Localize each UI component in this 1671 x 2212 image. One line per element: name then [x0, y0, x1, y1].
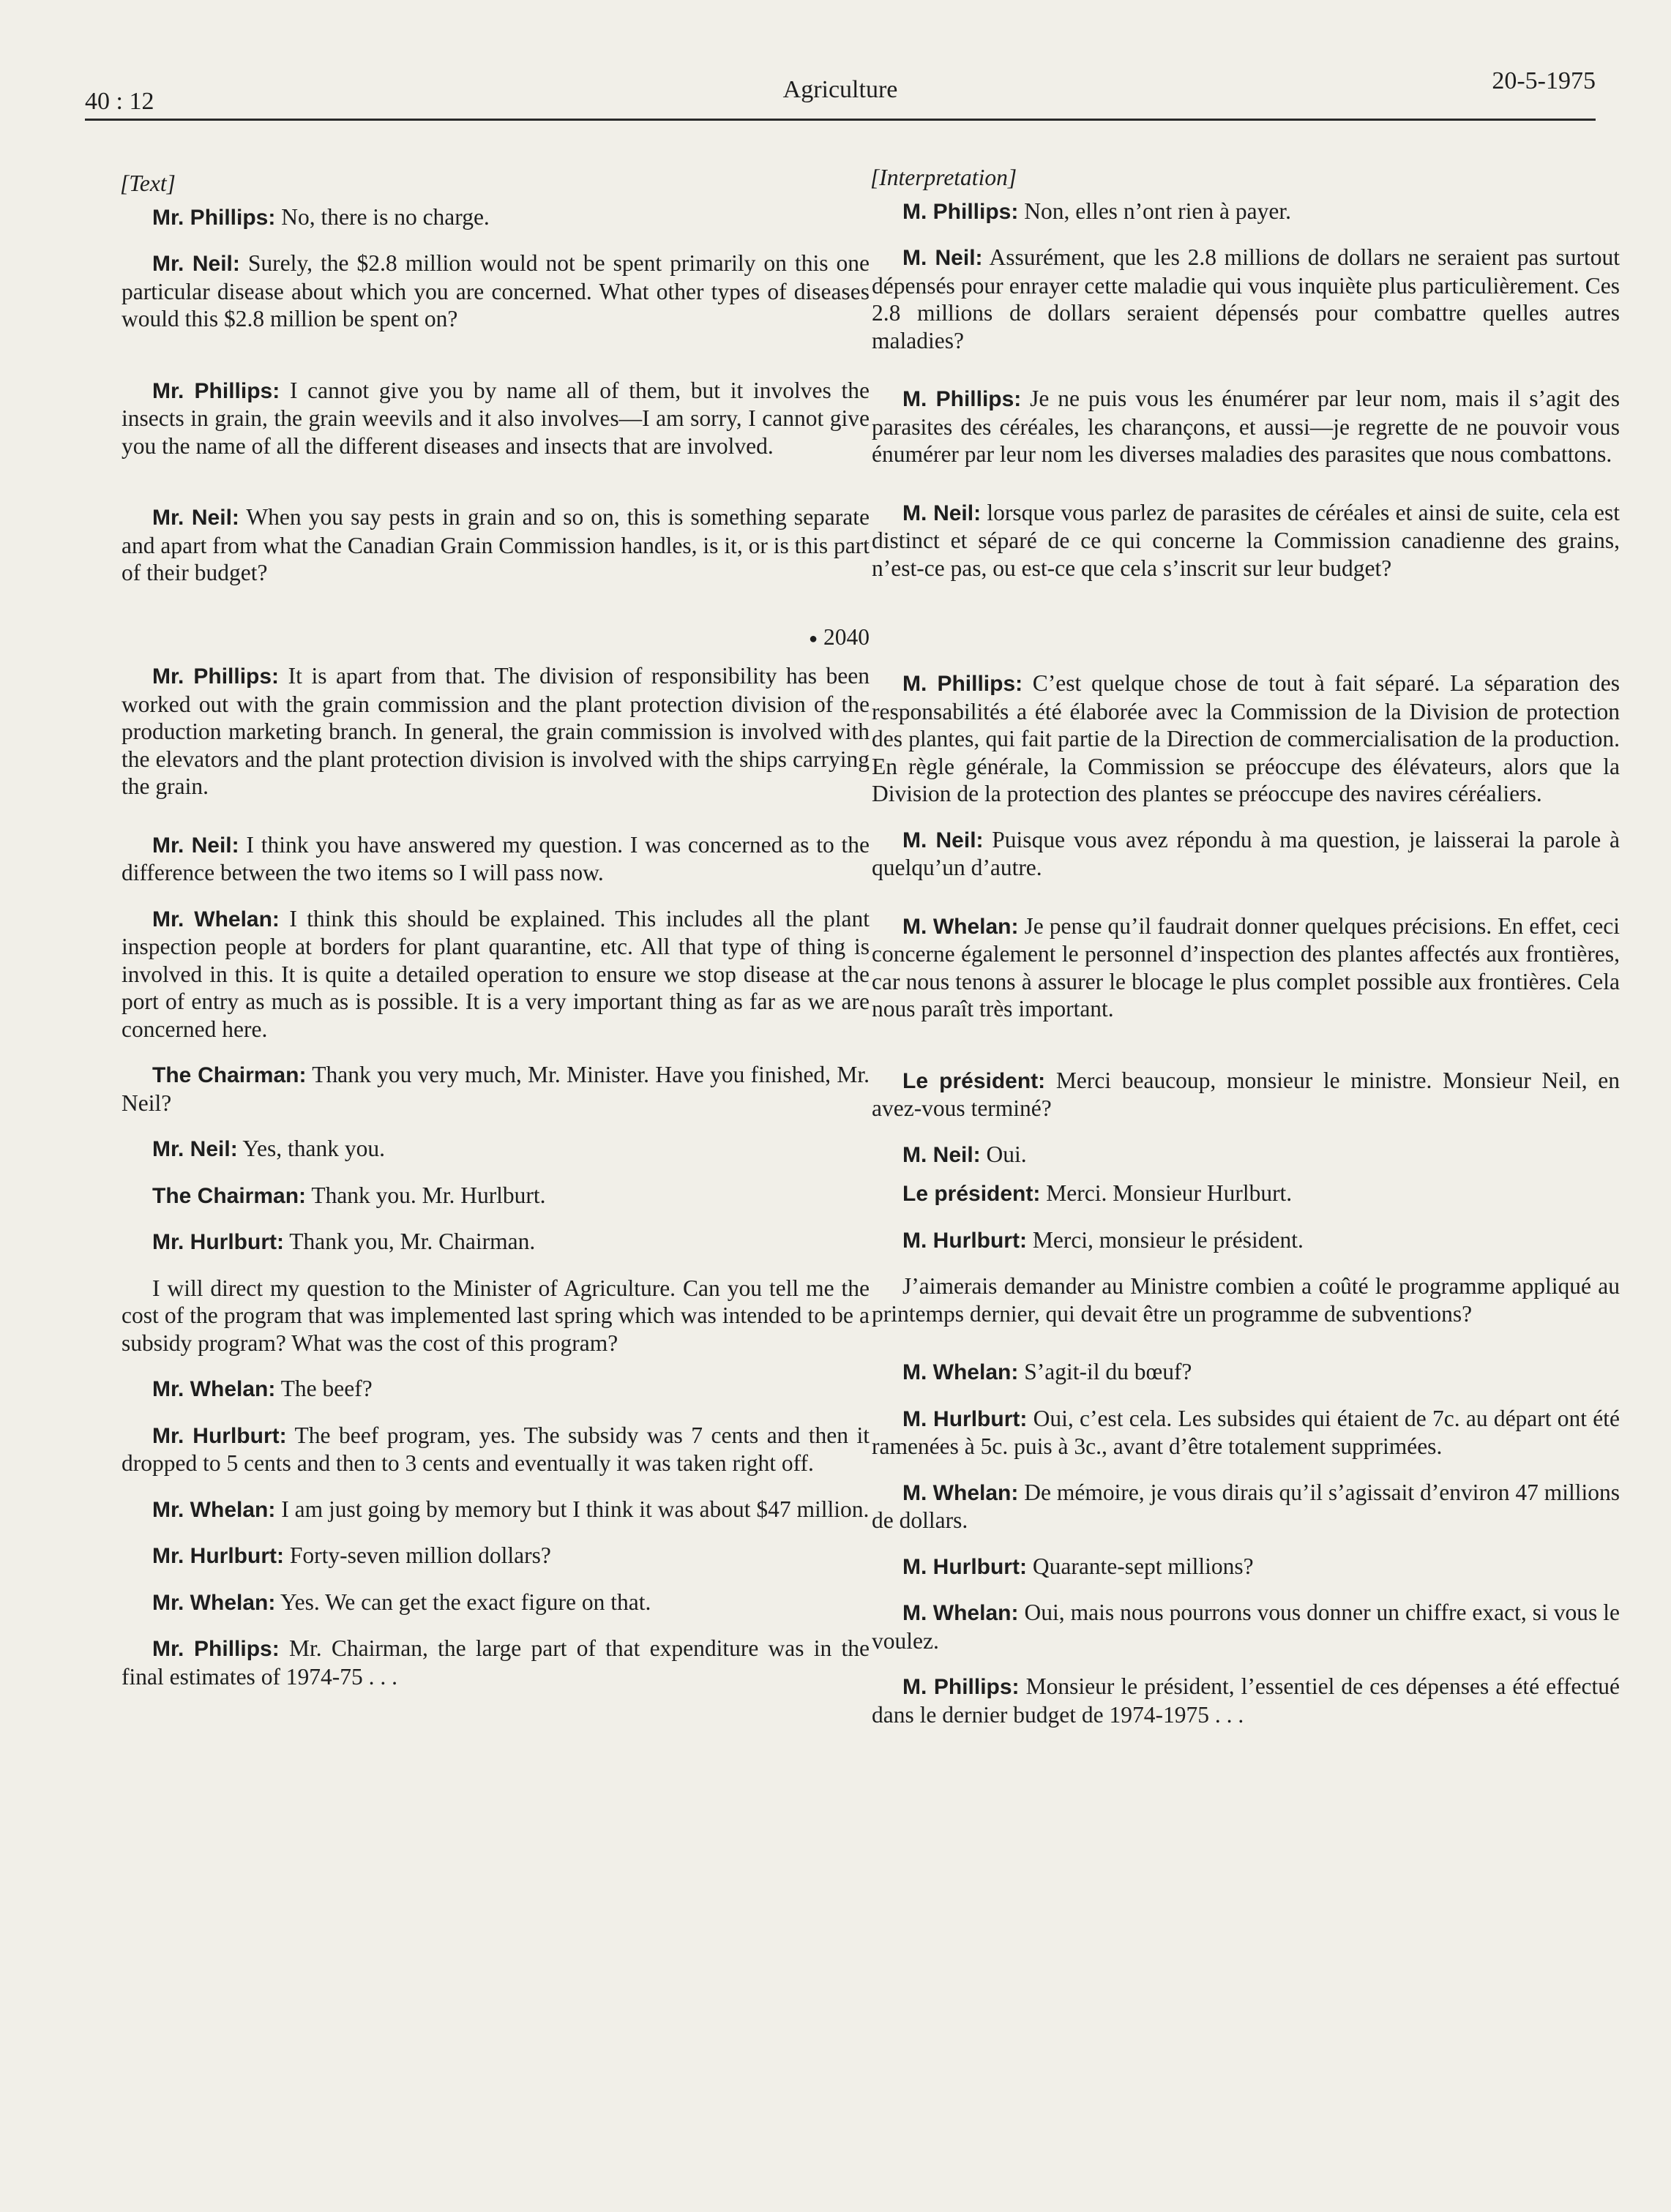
speaker: Mr. Neil:: [152, 1137, 238, 1162]
paragraph: [122, 1061, 870, 1117]
speaker: M. Phillips:: [902, 387, 1022, 411]
speech: Je ne puis vous les énumérer par leur nom, mais il s’agit des parasites des céréales, les charançons, et aussi—je regrette de ne pouvoir vous énumérer par leur nom les diverses maladies des parasites que nous combattons.: [872, 386, 1620, 467]
speech: C’est quelque chose de tout à fait séparé. La séparation des responsabilités a été élaborée avec la Commission de la Division de protection des plantes, qui fait partie de la Direction de commercialisation de la production. En règle générale, la Commission se préoccupe des élévateurs, alors que la Division de la protection des plantes se préoccupe des navires céréaliers.: [872, 670, 1620, 806]
speech: The beef program, yes. The subsidy was 7 cents and then it dropped to 5 cents and then to 3 cents and eventually it was taken right off.: [122, 1422, 870, 1477]
paragraph: [122, 1542, 870, 1570]
page-number: 40 : 12: [85, 88, 154, 115]
speech: Yes. We can get the exact figure on that.: [275, 1589, 651, 1615]
speech: I am just going by memory but I think it was about $47 million.: [275, 1496, 870, 1522]
speaker: M. Neil:: [902, 1142, 981, 1167]
speech: Thank you very much, Mr. Minister. Have you finished, Mr. Neil?: [122, 1062, 870, 1116]
speech: No, there is no charge.: [275, 203, 490, 230]
speaker: M. Neil:: [902, 828, 984, 852]
bullet-icon: ●: [809, 630, 818, 647]
paragraph: [872, 826, 1620, 882]
speaker: M. Hurlburt:: [902, 1228, 1027, 1253]
speaker: Mr. Hurlburt:: [152, 1423, 287, 1448]
paragraph: [122, 203, 870, 232]
speaker: M. Phillips:: [902, 1675, 1020, 1699]
speech: Quarante-sept millions?: [1026, 1553, 1254, 1579]
speaker: M. Neil:: [902, 500, 982, 525]
speaker: The Chairman:: [152, 1063, 307, 1088]
paragraph: [872, 198, 1620, 226]
paragraph: [872, 1673, 1620, 1728]
speech: Yes, thank you.: [237, 1136, 385, 1162]
speaker: Mr. Hurlburt:: [152, 1230, 284, 1255]
speech: When you say pests in grain and so on, this is something separate and apart from what the Canadian Grain Commission handles, is it, or is this part of their budget?: [122, 504, 870, 585]
speaker: Mr. Hurlburt:: [152, 1544, 284, 1569]
speaker: Mr. Neil:: [152, 833, 239, 858]
speaker: M. Whelan:: [902, 914, 1019, 939]
paragraph: [122, 1496, 870, 1524]
speech: I cannot give you by name all of them, but it involves the insects in grain, the grain weevils and it also involves—I am sorry, I cannot give you the name of all the different diseases and insects that are involved.: [122, 377, 870, 459]
paragraph: [122, 831, 870, 887]
paragraph: [872, 499, 1620, 582]
paragraph: [872, 1479, 1620, 1534]
speech: Puisque vous avez répondu à ma question, je laisserai la parole à quelqu’un d’autre.: [872, 826, 1620, 880]
speaker: The Chairman:: [152, 1183, 307, 1208]
speaker: M. Whelan:: [902, 1480, 1019, 1505]
paragraph: [872, 1405, 1620, 1461]
page-header: [85, 67, 1596, 121]
speaker: M. Hurlburt:: [902, 1406, 1028, 1431]
paragraph: [872, 1226, 1620, 1255]
speaker: Mr. Phillips:: [152, 205, 276, 230]
paragraph: [122, 1375, 870, 1403]
speaker: M. Phillips:: [902, 199, 1019, 224]
paragraph: [872, 670, 1620, 808]
speech: De mémoire, je vous dirais qu’il s’agissait d’environ 47 millions de dollars.: [872, 1479, 1620, 1533]
speech: Oui, c’est cela. Les subsides qui étaient de 7c. au départ ont été ramenées à 5c. puis à 3c., avant d’être totalement supprimées.: [872, 1405, 1620, 1459]
speech: Oui.: [980, 1141, 1027, 1167]
paragraph: [122, 1182, 870, 1210]
speaker: Mr. Neil:: [152, 252, 240, 276]
speaker: Le président:: [902, 1182, 1041, 1206]
time-marker-value: 2040: [823, 623, 870, 650]
speech: Oui, mais nous pourrons vous donner un chiffre exact, si vous le voulez.: [872, 1600, 1620, 1654]
speech: Monsieur le président, l’essentiel de ces dépenses a été effectué dans le dernier budget de 1974-1975 . . .: [872, 1673, 1620, 1728]
speaker: M. Whelan:: [902, 1360, 1019, 1384]
speech: I think this should be explained. This includes all the plant inspection people at borders for plant quarantine, etc. All that type of thing is involved in this. It is quite a detailed operation to ensure we stop disease at the port of entry as much as is possible. It is a very important thing as far as we are concerned here.: [122, 905, 870, 1042]
speaker: Mr. Whelan:: [152, 1377, 276, 1402]
speech: I think you have answered my question. I was concerned as to the difference between the two items so I will pass now.: [122, 831, 870, 886]
speaker: M. Hurlburt:: [902, 1554, 1027, 1579]
page-date: 20-5-1975: [1492, 67, 1596, 94]
paragraph: [122, 1275, 870, 1357]
speech: I will direct my question to the Minister of Agriculture. Can you tell me the cost of the program that was implemented last spring which was intended to be a subsidy program? What was the cost of this program?: [122, 1275, 870, 1356]
paragraph: [122, 1422, 870, 1477]
paragraph: [872, 1599, 1620, 1654]
paragraph: [122, 1589, 870, 1617]
speaker: M. Whelan:: [902, 1601, 1019, 1625]
column-tag-text: [Text]: [120, 170, 176, 196]
speech: Thank you. Mr. Hurlburt.: [306, 1182, 546, 1208]
paragraph: [872, 1180, 1620, 1208]
paragraph: [122, 1635, 870, 1690]
paragraph: [872, 1553, 1620, 1581]
paragraph: [872, 244, 1620, 354]
paragraph: [872, 1272, 1620, 1327]
speaker: Le président:: [902, 1068, 1046, 1093]
paragraph: [122, 905, 870, 1043]
speech: Assurément, que les 2.8 millions de dollars ne seraient pas surtout dépensés pour enrayer cette maladie qui vous inquiète plus particulièrement. Ces 2.8 millions de dollars seraient dépensés pour combattre quelles autres maladies?: [872, 244, 1620, 353]
paragraph: [122, 377, 870, 460]
paragraph: [872, 1067, 1620, 1122]
page-title: Agriculture: [782, 76, 898, 103]
speaker: M. Phillips:: [902, 672, 1023, 696]
paragraph: [122, 250, 870, 333]
speech: Surely, the $2.8 million would not be spent primarily on this one particular disease about which you are concerned. What other types of diseases would this $2.8 million be spent on?: [122, 250, 870, 331]
speaker: Mr. Whelan:: [152, 907, 280, 931]
speech: Merci. Monsieur Hurlburt.: [1040, 1180, 1293, 1206]
speech: The beef?: [275, 1376, 373, 1402]
speech: Forty-seven million dollars?: [284, 1542, 551, 1569]
paragraph: [122, 1135, 870, 1163]
french-column: [872, 164, 1620, 1728]
speaker: Mr. Whelan:: [152, 1497, 276, 1522]
paragraph: [872, 912, 1620, 1023]
time-marker: [122, 623, 870, 653]
speech: Mr. Chairman, the large part of that expenditure was in the final estimates of 1974-75 . . .: [122, 1635, 870, 1690]
column-tag-interpretation: [Interpretation]: [870, 165, 1017, 190]
speaker: Mr. Neil:: [152, 506, 239, 530]
speech: J’aimerais demander au Ministre combien a coûté le programme appliqué au printemps dernier, qui devait être un programme de subventions?: [872, 1273, 1620, 1327]
speaker: Mr. Phillips:: [152, 1637, 280, 1662]
paragraph: [872, 1141, 1620, 1169]
speech: Je pense qu’il faudrait donner quelques précisions. En effet, ceci concerne également le personnel d’inspection des plantes affectés aux frontières, car nous tenons à assurer le blocage le plus complet possible aux frontières. Cela nous paraît très important.: [872, 912, 1620, 1021]
speaker: Mr. Phillips:: [152, 664, 280, 689]
speech: It is apart from that. The division of responsibility has been worked out with the grain commission and the plant protection division of the production marketing branch. In general, the grain commission is involved with the elevators and the plant protection division is involved with the ships carrying the grain.: [122, 663, 870, 800]
speech: Merci, monsieur le président.: [1026, 1226, 1304, 1253]
speaker: Mr. Phillips:: [152, 378, 280, 403]
paragraph: [122, 1228, 870, 1256]
paragraph: [872, 1358, 1620, 1387]
speech: S’agit-il du bœuf?: [1018, 1359, 1192, 1384]
paragraph: [122, 662, 870, 801]
speaker: Mr. Whelan:: [152, 1590, 276, 1615]
speech: Merci beaucoup, monsieur le ministre. Monsieur Neil, en avez-vous terminé?: [872, 1067, 1620, 1121]
english-column: [122, 170, 870, 1690]
speech: Non, elles n’ont rien à payer.: [1018, 198, 1291, 224]
paragraph: [872, 385, 1620, 468]
paragraph: [122, 503, 870, 587]
speech: Thank you, Mr. Chairman.: [284, 1229, 536, 1255]
speech: lorsque vous parlez de parasites de céréales et ainsi de suite, cela est distinct et séparé de ce qui concerne la Commission canadienne des grains, n’est-ce pas, ou est-ce que cela s’inscrit sur leur budget?: [872, 499, 1620, 581]
speaker: M. Neil:: [902, 246, 983, 270]
